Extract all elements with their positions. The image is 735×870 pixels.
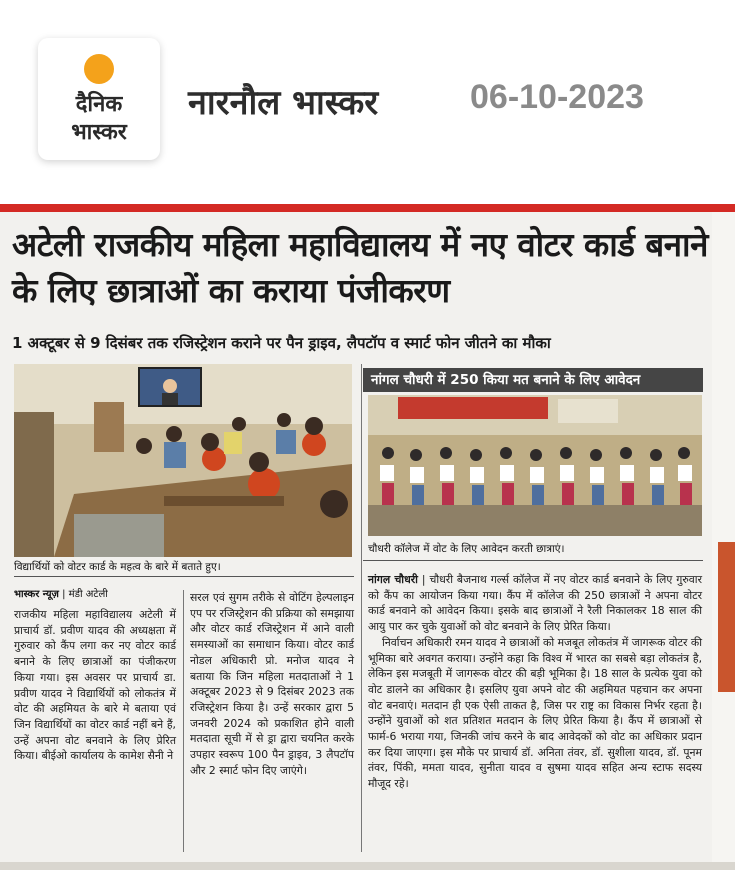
logo-line-1: दैनिक (75, 92, 123, 117)
adjacent-article-edge (712, 212, 735, 870)
side-story-title: नांगल चौधरी में 250 किया मत बनाने के लिए आवेदन (363, 368, 703, 392)
rally-photo-art (368, 395, 702, 536)
adjacent-photo (718, 542, 735, 692)
classroom-photo-art (14, 364, 352, 557)
sun-icon (84, 54, 114, 84)
side-story-para-1-text: चौधरी बैजनाथ गर्ल्स कॉलेज में नए वोटर कार्ड बनवाने के लिए गुरुवार को कैंप का आयोजन किया गया। कैंप में कॉलेज की 250 छात्राओं ने अपना वोटर कार्ड बनवाने को आवेदन किया। इसके बाद छात्राओं ने रैली निकालकर 18 साल की आयु पार कर चुके युवाओं को वोट बनवाने के लिए प्रेरित किया। (368, 573, 702, 634)
photo1-caption: विद्यार्थियों को वोटर कार्ड के महत्व के बारे में बताते हुए। (14, 561, 221, 573)
classroom-photo (14, 364, 352, 557)
rally-photo (368, 395, 702, 536)
byline: भास्कर न्यूज़ | मंडी अटेली (14, 589, 108, 600)
caption-rule (14, 576, 354, 577)
edition-date: 06-10-2023 (470, 78, 644, 116)
logo-line-2: भास्कर (71, 120, 127, 145)
article-column-1: राजकीय महिला महाविद्यालय अटेली में प्राचार्य डॉ. प्रवीण यादव की अध्यक्षता में गुरुवार को कैंप लगा कर नए वोटर कार्ड बनाने के लिए छात्राओं का पंजीकरण किया गया। इस अवसर पर प्राचार्य डा. प्रवीण यादव ने विद्यार्थियों को लोकतंत्र में वोट की अहमियत के बारे मे बताया एवं जिन विद्यार्थियों का वोटर कार्ड नहीं बने हैं, उन्हें अपना वोट बनवाने के लिए प्रेरित किया। बीईओ कार्यालय के कामेश सैनी ने (14, 608, 176, 763)
side-caption-rule (363, 560, 703, 561)
photo2-caption: चौधरी कॉलेज में वोट के लिए आवेदन करती छात्राएं। (368, 543, 565, 555)
header-divider (0, 204, 735, 212)
byline-source: भास्कर न्यूज़ (14, 589, 59, 600)
side-story-body (368, 572, 702, 792)
column-divider (183, 590, 184, 852)
clipping-bottom-edge (0, 862, 735, 870)
section-divider (361, 364, 362, 852)
side-story-place: नांगल चौधरी (368, 573, 418, 586)
byline-place: मंडी अटेली (68, 589, 108, 600)
edition-title: नारनौल भास्कर (188, 83, 379, 123)
side-story-para-2: निर्वाचन अधिकारी रमन यादव ने छात्राओं को मजबूत लोकतंत्र में जागरूक वोटर की भूमिका बारे अवगत कराया। उन्होंने कहा कि विश्व में भारत का सबसे बड़ा लोकतंत्र है, लेकिन इस मजबूती में जागरूक वोटर की बड़ी भूमिका है। 18 साल के प्रत्येक युवा को वोट डालने का अधिकार है। इसलिए युवा अपने वोट की अहमियत पहचान कर अपना वोट बनवाएं। मतदान ही एक ऐसी ताकत है, जिस पर राष्ट्र का विकास निर्भर रहता है। उन्होंने युवाओं को शत प्रतिशत मतदान के लिए प्रेरित किया है। कैंप में छात्राओं से फार्म-6 भराया गया, जिनकी जांच करने के बाद आवेदकों को वोट का अधिकार प्रदान कर दिया जाएगा। इस मौके पर प्राचार्य डॉ. अनिता तंवर, डॉ. सुशीला यादव, डॉ. पूनम तंवर, पिंकी, ममता यादव, सुनीता यादव व सुषमा यादव सहित अन्य स्टाफ सदस्य मौजूद रहे। (368, 635, 702, 791)
article-subhead: 1 अक्टूबर से 9 दिसंबर तक रजिस्ट्रेशन कराने पर पैन ड्राइव, लैपटॉप व स्मार्ट फोन जीतने का मौका (12, 334, 551, 352)
article-column-2: सरल एवं सुगम तरीके से वोटिंग हेल्पलाइन एप पर रजिस्ट्रेशन की प्रक्रिया को समझाया और वोटर कार्ड रजिस्ट्रेशन में आने वाली समस्याओं का समाधान किया। वोटर कार्ड नोडल अधिकारी प्रो. मनोज यादव ने बताया कि जिन महिला मतदाताओं ने 1 अक्टूबर 2023 से 9 दिसंबर 2023 तक रजिस्ट्रेशन किया है। उन्हें सरकार द्वारा 5 जनवरी 2024 को प्रकाशित होने वाली मतदाता सूची में से ड्रा द्वारा चयनित करके उपहार स्वरूप 100 पैन ड्राइव, 3 लैपटॉप और 2 स्मार्ट फोन दिए जाएंगे। (190, 591, 354, 777)
side-story-para-1: नांगल चौधरी | चौधरी बैजनाथ गर्ल्स कॉलेज में नए वोटर कार्ड बनवाने के लिए गुरुवार को कैंप का आयोजन किया गया। कैंप में कॉलेज की 250 छात्राओं ने अपना वोटर कार्ड बनवाने को आवेदन किया। इसके बाद छात्राओं ने रैली निकालकर 18 साल की आयु पार कर चुके युवाओं को वोट बनवाने के लिए प्रेरित किया। (368, 573, 702, 634)
page-header (0, 0, 735, 200)
article-headline: अटेली राजकीय महिला महाविद्यालय में नए वोटर कार्ड बनाने के लिए छात्राओं का कराया पंजीकरण (12, 225, 708, 310)
dainik-bhaskar-logo (38, 38, 160, 160)
